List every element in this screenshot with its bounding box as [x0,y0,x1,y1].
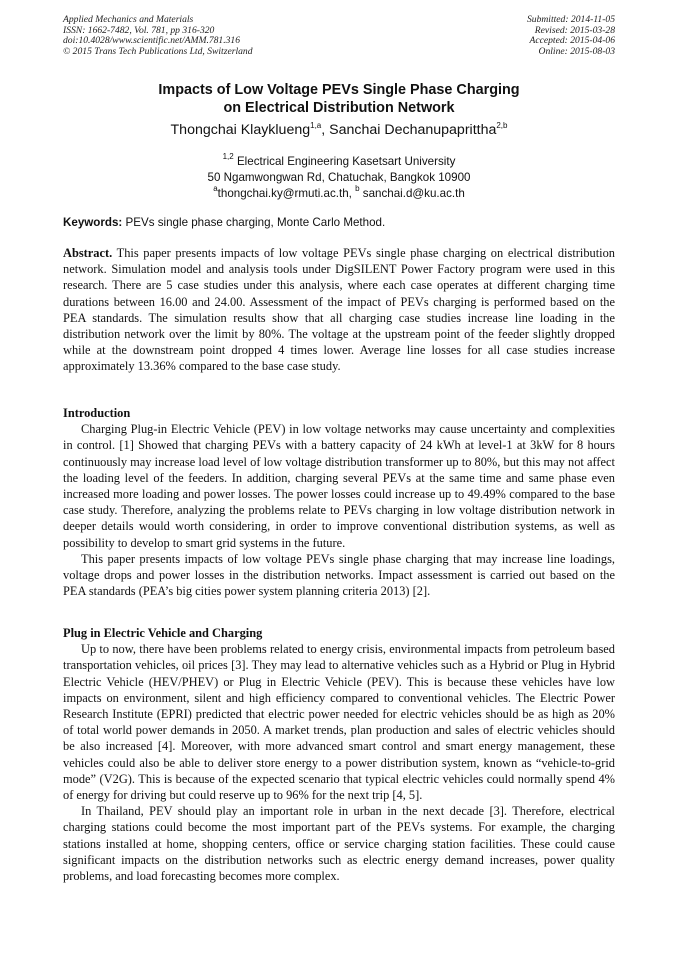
introduction-section [63,405,615,599]
copyright-line: © 2015 Trans Tech Publications Ltd, Switzerland [63,45,253,57]
introduction-paragraph-1: Charging Plug-in Electric Vehicle (PEV) in low voltage networks may cause uncertainty and complexities in control. [1] Showed that charging PEVs with a battery capacity of 24 kWh at level-1 at 3kW for 8 hours continuously may increase load level of low voltage distribution transformer up to 80%, but this may not affect the loading level of the feeders. In addition, charging several PEVs at the same time and same phase even increased more loading and power losses. The power losses could increase up to 49.49% compared to the base case study. Therefore, analyzing the problems relate to PEVs charging in low voltage distribution network in deeper details would worth considering, in order to improve conventional distribution systems, as well as possibility to develop to smart grid systems in the future. [63,422,615,550]
email-b-mark: b [355,184,360,193]
online-date: Online: 2015-08-03 [538,45,615,57]
author-list [63,121,615,139]
keywords-label: Keywords: [63,216,123,229]
plug-in-vehicle-section [63,625,615,884]
author-separator: , [321,122,330,138]
title-line-2: on Electrical Distribution Network [223,100,455,116]
revised-date: Revised: 2015-03-28 [534,24,615,36]
abstract-paragraph [63,245,615,375]
issn-line: ISSN: 1662-7482, Vol. 781, pp 316-320 [63,24,215,36]
author-emails [63,186,615,202]
plug-in-vehicle-paragraph-2: In Thailand, PEV should play an important role in urban in the next decade [3]. Therefore, electrical charging stations could become the most important part of the PEVs systems. For example, the charging stations installed at home, shopping centers, office or service charging station facilities. These could cause significant impacts on the distribution networks such as electric energy demand increases, power quality problems, and load forecasting becomes more complex. [63,804,615,884]
introduction-heading: Introduction [63,406,131,420]
department-name: Electrical Engineering Kasetsart University [233,155,456,168]
email-a: thongchai.ky@rmuti.ac.th, [217,187,356,200]
publication-info [63,15,253,57]
abstract-text: This paper presents impacts of low voltage PEVs single phase charging on electrical distribution network. Simulation model and analysis tools under DigSILENT Power Factory program were used in this research. There are 5 case studies under this analysis, where each case operates at different charging time durations between 16.00 and 24.00. Assessment of the impact of PEVs charging is performed based on the PEA standards. The simulation results show that all charging case studies increase line loading in the distribution network over the limit by 80%. The voltage at the upstream point of the feeder slightly dropped while at the downstream point dropped 4 times lower. Average line losses for all case studies increase approximately 13.36% compared to the base case study. [63,246,615,374]
email-b: sanchai.d@ku.ac.th [359,187,465,200]
affiliation-department [63,154,615,170]
submitted-date: Submitted: 2014-11-05 [526,14,615,25]
author-1-name: Thongchai Klayklueng [170,122,311,138]
affiliation-block [63,154,615,202]
publication-dates [527,15,615,57]
affiliation-mark: 1,2 [222,152,234,161]
accepted-date: Accepted: 2015-04-06 [529,35,615,47]
doi-line: doi:10.4028/www.scientific.net/AMM.781.316 [63,35,241,47]
abstract-section [63,245,615,375]
plug-in-vehicle-heading: Plug in Electric Vehicle and Charging [63,626,263,640]
author-1-affiliation-mark: 1,a [310,121,322,130]
affiliation-address: 50 Ngamwongwan Rd, Chatuchak, Bangkok 10900 [207,171,471,184]
journal-name: Applied Mechanics and Materials [63,14,194,25]
plug-in-vehicle-paragraph-1: Up to now, there have been problems related to energy crisis, environmental impacts from petroleum based transportation vehicles, oil prices [3]. They may lead to alternative vehicles such as a Hybrid or Plug in Hybrid Electric Vehicle (HEV/PHEV) or Plug in Electric Vehicle (PEV). This is because these vehicles have low impacts on environment, silent and high efficiency compared to conventional vehicles. The Electric Power Research Institute (EPRI) predicted that electric power needed for electric vehicles should be as high as 20% of total world power demands in 2050. A market trends, plan production and sales of electric vehicles should be also increased [4]. Moreover, with more advanced smart control and smart energy management, these vehicles could also be able to deliver store energy to a power distribution system, known as “vehicle-to-grid mode” (V2G). This is because of the expected scenario that typical electric vehicles could normally spend 4% of energy for driving but could reserve up to 96% for the next trip [4, 5]. [63,642,615,803]
title-line-1: Impacts of Low Voltage PEVs Single Phase Charging [158,82,520,98]
keywords-text: PEVs single phase charging, Monte Carlo Method. [122,216,386,229]
keywords-line [63,215,615,231]
introduction-paragraph-2: This paper presents impacts of low voltage PEVs single phase charging that may increase line loadings, voltage drops and power losses in the distribution networks. Impact assessment is carried out based on the PEA standards (PEA’s big cities power system planning criteria 2013) [2]. [63,551,615,599]
author-2-name: Sanchai Dechanupaprittha [329,122,497,138]
email-a-mark: a [213,184,218,193]
author-2-affiliation-mark: 2,b [496,121,508,130]
abstract-label: Abstract. [63,246,113,260]
paper-title [63,81,615,117]
